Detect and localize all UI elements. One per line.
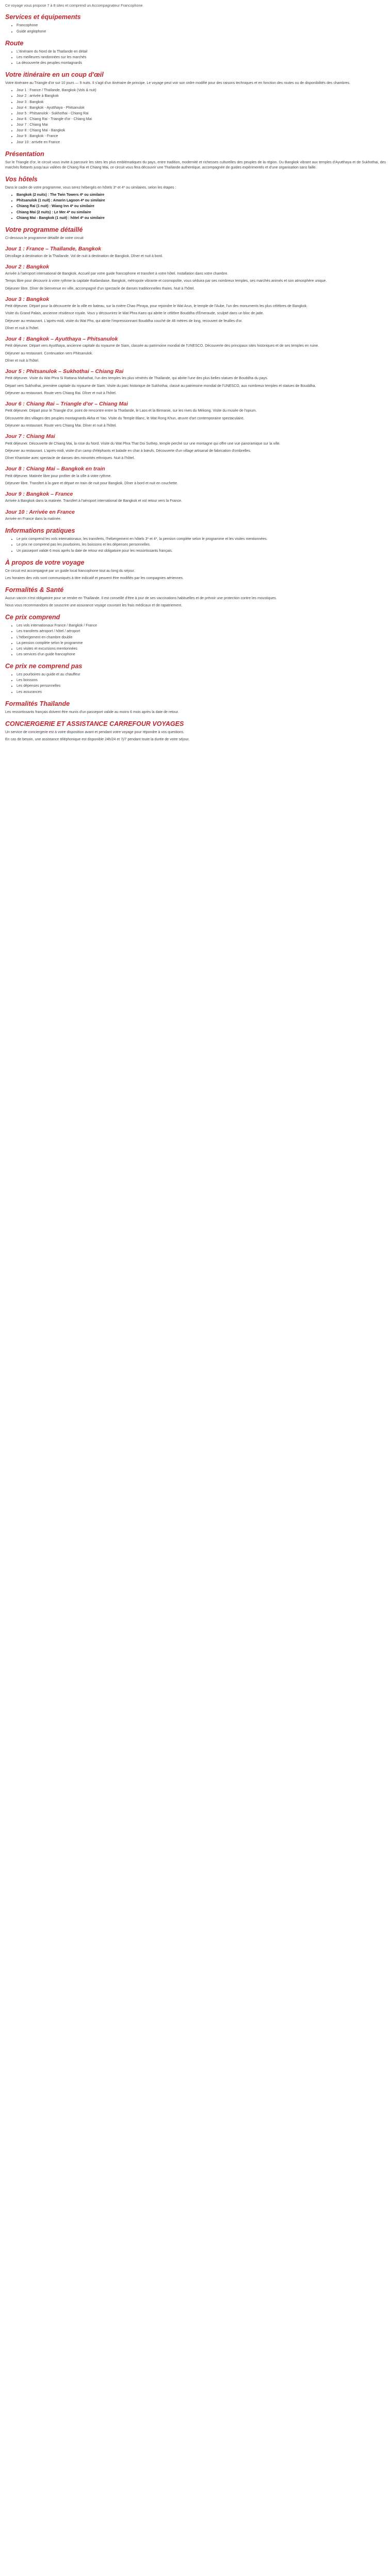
practical-heading: Informations pratiques — [5, 527, 75, 535]
page — [0, 0, 391, 757]
day-heading: Jour 1 : France – Thaïlande, Bangkok — [5, 245, 102, 252]
day-heading: Jour 4 : Bangkok – Ayutthaya – Phitsanulok — [5, 335, 118, 342]
intro-text: Ce voyage vous propose 7 à 8 sites et comprend un Accompagnateur Francophone — [5, 3, 143, 8]
route-item: • L'itinéraire du Nord de la Thaïlande en détail — [17, 49, 386, 55]
day-paragraph: Dîner et nuit à l'hôtel. — [5, 326, 39, 330]
day-heading: Jour 8 : Chiang Mai – Bangkok en train — [5, 465, 105, 472]
services-list — [5, 23, 386, 34]
day-paragraph: Dîner et nuit à l'hôtel. — [5, 359, 39, 363]
program-days — [5, 246, 386, 522]
practical-item: • Un passeport valide 6 mois après la date de retour est obligatoire pour les ressortissants français. — [17, 549, 386, 554]
hotels-intro: Dans le cadre de votre programme, vous serez hébergés en hôtels 3* et 4* ou similaires, selon les étapes : — [5, 185, 176, 190]
about-text: Les horaires des vols sont communiqués à titre indicatif et peuvent être modifiés par les compagnies aériennes. — [5, 576, 184, 580]
day-paragraph: Petit déjeuner. Départ pour le Triangle d'or, point de rencontre entre la Thaïlande, le Laos et la Birmanie, sur les rives du Mékong. Visite du musée de l'opium. — [5, 409, 257, 413]
excluded-heading: Ce prix ne comprend pas — [5, 663, 83, 670]
day-heading: Jour 6 : Chiang Rai – Triangle d'or – Chiang Mai — [5, 400, 128, 407]
included-list — [5, 623, 386, 657]
day-paragraph: Petit déjeuner. Découverte de Chiang Mai, la rose du Nord. Visite du Wat Phra That Doi Suthep, temple perché sur une montagne qui offre une vue panoramique sur la ville. — [5, 442, 281, 446]
itinerary-intro: Votre itinéraire au Triangle d'or sur 10 jours — 9 nuits. Il s'agit d'un itinéraire de principe. Le voyage peut voir son ordre modifié pour des raisons techniques et en fonction des routes ou de disponibilités des chambres. — [5, 81, 350, 86]
about-text: Ce circuit est accompagné par un guide local francophone tout au long du séjour. — [5, 569, 135, 573]
presentation-heading: Présentation — [5, 150, 44, 158]
overview-item: • Jour 6 : Chiang Rai - Triangle d'or - Chiang Mai — [17, 117, 386, 122]
overview-item: • Jour 2 : arrivée à Bangkok — [17, 94, 386, 99]
day-paragraph: Déjeuner au restaurant. Route vers Chiang Rai. Dîner et nuit à l'hôtel. — [5, 391, 117, 395]
overview-item: • Jour 8 : Chiang Mai - Bangkok — [17, 128, 386, 133]
itinerary-heading: Votre itinéraire en un coup d'œil — [5, 71, 104, 79]
overview-item: • Jour 3 : Bangkok — [17, 100, 386, 105]
included-item: • L'hébergement en chambre double — [17, 635, 386, 640]
day-paragraph: Découverte des villages des peuples montagnards Akha et Yao. Visite du Temple Blanc, le Wat Rong Khun, œuvre d'art contemporaine spectaculaire. — [5, 416, 245, 420]
overview-item: • Jour 7 : Chiang Mai — [17, 123, 386, 128]
formalities-heading: Formalités & Santé — [5, 586, 64, 594]
day-paragraph: Déjeuner au restaurant. Continuation vers Phitsanulok. — [5, 351, 93, 355]
included-item: • Les visites et excursions mentionnées — [17, 647, 386, 652]
day-paragraph: Déjeuner libre. Dîner de bienvenue en ville, accompagné d'un spectacle de danses traditionnelles thaïes. Nuit à l'hôtel. — [5, 286, 195, 291]
excluded-item: • Les dépenses personnelles — [17, 684, 386, 689]
about-heading: À propos de votre voyage — [5, 558, 85, 566]
program-intro: Ci-dessous le programme détaillé de votre circuit — [5, 236, 84, 240]
terms-text: Les ressortissants français doivent être munis d'un passeport valide au moins 6 mois après la date de retour. — [5, 710, 179, 714]
presentation-text: Sur le Triangle d'or, le circuit vous invite à parcourir les sites les plus emblématiques du pays, entre tradition, modernité et richesses culturelles des peuples de la région. Du Bangkok vibrant aux temples d'Ayutthaya et de Sukhothai, des marchés flottants jusqu'aux vallées de Chiang Rai et Chiang Mai, ce circuit vous fera découvrir une Thaïlande authentique, accompagnée de guides expérimentés et d'une organisation sans faille. — [5, 160, 386, 170]
day-paragraph: Déjeuner libre. Transfert à la gare et départ en train de nuit pour Bangkok. Dîner à bord et nuit en couchette. — [5, 481, 178, 485]
day-paragraph: Déjeuner au restaurant. Route vers Chiang Mai. Dîner et nuit à l'hôtel. — [5, 423, 117, 428]
overview-item: • Jour 4 : Bangkok - Ayutthaya - Phitsanulok — [17, 106, 386, 111]
route-heading: Route — [5, 39, 24, 47]
conditions-text: Un service de conciergerie est à votre disposition avant et pendant votre voyage pour répondre à vos questions. — [5, 730, 185, 734]
included-item: • Les vols internationaux France / Bangkok / France — [17, 623, 386, 629]
hotel-item: • Chiang Rai (1 nuit) : Wiang Inn 4* ou similaire — [17, 204, 386, 209]
hotels-list — [5, 193, 386, 221]
day-paragraph: Déjeuner au restaurant. L'après-midi, visite du Wat Pho, qui abrite l'impressionnant Bouddha couché de 46 mètres de long, recouvert de feuilles d'or. — [5, 319, 243, 323]
hotel-item: • Bangkok (2 nuits) : The Twin Towers 4* ou similaire — [17, 193, 386, 198]
hotel-item: • Phitsanulok (1 nuit) : Amarin Lagoon 4* ou similaire — [17, 198, 386, 204]
practical-item: • Le prix comprend les vols internationaux, les transferts, l'hébergement en hôtels 3* et 4*, la pension complète selon le programme et les visites mentionnées. — [17, 537, 386, 542]
day-paragraph: Dîner Khantoke avec spectacle de danses des minorités ethniques. Nuit à l'hôtel. — [5, 456, 135, 460]
day-heading: Jour 5 : Phitsanulok – Sukhothai – Chiang Rai — [5, 368, 124, 375]
included-item: • Les transferts aéroport / hôtel / aéroport — [17, 629, 386, 634]
formalities-text: Nous vous recommandons de souscrire une assurance voyage couvrant les frais médicaux et de rapatriement. — [5, 604, 183, 608]
excluded-item: • Les assurances — [17, 690, 386, 695]
day-heading: Jour 9 : Bangkok – France — [5, 490, 73, 497]
program-heading: Votre programme détaillé — [5, 226, 83, 233]
overview-item: • Jour 5 : Phitsanulok - Sukhothai - Chiang Rai — [17, 111, 386, 116]
overview-item: • Jour 10 : arrivée en France — [17, 140, 386, 145]
day-heading: Jour 10 : Arrivée en France — [5, 509, 75, 515]
overview-list — [5, 88, 386, 145]
day-paragraph: Décollage à destination de la Thaïlande. Vol de nuit à destination de Bangkok. Dîner et nuit à bord. — [5, 254, 163, 258]
formalities-text: Aucun vaccin n'est obligatoire pour se rendre en Thaïlande. Il est conseillé d'être à jour de ses vaccinations habituelles et de prévoir une protection contre les moustiques. — [5, 596, 277, 600]
hotels-heading: Vos hôtels — [5, 175, 38, 183]
overview-item: • Jour 1 : France / Thaïlande, Bangkok (Vols & nuit) — [17, 88, 386, 93]
excluded-item: • Les pourboires au guide et au chauffeur — [17, 672, 386, 677]
day-heading: Jour 7 : Chiang Mai — [5, 433, 55, 439]
terms-heading: Formalités Thaïlande — [5, 700, 70, 707]
conditions-text: En cas de besoin, une assistance téléphonique est disponible 24h/24 et 7j/7 pendant toute la durée de votre séjour. — [5, 737, 190, 741]
conditions-heading: CONCIERGERIE ET ASSISTANCE CARREFOUR VOYAGES — [5, 720, 184, 727]
day-paragraph: Petit déjeuner. Départ pour la découverte de la ville en bateau, sur la rivière Chao Phraya, pour rejoindre le Wat Arun, le temple de l'Aube, l'un des monuments les plus célèbres de Bangkok. — [5, 304, 308, 309]
day-paragraph: Arrivée en France dans la matinée. — [5, 517, 61, 521]
route-item: • Les meilleures randonnées sur les marchés — [17, 55, 386, 60]
day-paragraph: Petit déjeuner. Départ vers Ayutthaya, ancienne capitale du royaume de Siam, classée au patrimoine mondial de l'UNESCO. Découverte des principaux sites historiques et de ses temples en ruine. — [5, 344, 319, 348]
included-heading: Ce prix comprend — [5, 614, 60, 621]
route-item: • La découverte des peuples montagnards — [17, 61, 386, 66]
excluded-list — [5, 672, 386, 695]
practical-item: • Le prix ne comprend pas les pourboires, les boissons et les dépenses personnelles. — [17, 543, 386, 548]
services-heading: Services et équipements — [5, 13, 81, 21]
day-paragraph: Départ vers Sukhothai, première capitale du royaume de Siam. Visite du parc historique de Sukhothai, classé au patrimoine mondial de l'UNESCO, aux nombreux temples et statues de Bouddha. — [5, 384, 316, 388]
services-item: • Francophone — [17, 23, 386, 28]
included-item: • La pension complète selon le programme — [17, 641, 386, 646]
services-item: • Guide anglophone — [17, 29, 386, 35]
day-paragraph: Visite du Grand Palais, ancienne résidence royale. Vous y découvrirez le Wat Phra Kaeo qui abrite le célèbre Bouddha d'Émeraude, sculpté dans un bloc de jade. — [5, 312, 264, 316]
practical-list — [5, 537, 386, 553]
day-paragraph: Temps libre pour découvrir à votre rythme la capitale thaïlandaise. Bangkok, métropole vibrante et cosmopolite, vous séduira par ses nombreux temples, ses marchés animés et son atmosphère unique. — [5, 279, 327, 283]
overview-item: • Jour 9 : Bangkok - France — [17, 134, 386, 139]
hotel-item: • Chiang Mai (2 nuits) : Le Mer 4* ou similaire — [17, 210, 386, 215]
day-paragraph: Petit déjeuner. Matinée libre pour profiter de la ville à votre rythme. — [5, 474, 112, 478]
hotel-item: • Chiang Mai - Bangkok (1 nuit) : hôtel 4* ou similaire — [17, 216, 386, 221]
included-item: • Les services d'un guide francophone — [17, 652, 386, 657]
day-heading: Jour 3 : Bangkok — [5, 296, 50, 302]
day-heading: Jour 2 : Bangkok — [5, 263, 50, 270]
day-paragraph: Petit déjeuner. Visite du Wat Phra Si Rattana Mahathat, l'un des temples les plus vénérés de Thaïlande, qui abrite l'une des plus belles statues de Bouddha du pays. — [5, 377, 268, 381]
day-paragraph: Arrivée à l'aéroport international de Bangkok. Accueil par votre guide francophone et transfert à votre hôtel. Installation dans votre chambre. — [5, 272, 229, 276]
day-paragraph: Arrivée à Bangkok dans la matinée. Transfert à l'aéroport international de Bangkok et vol retour vers la France. — [5, 499, 182, 503]
day-paragraph: Déjeuner au restaurant. L'après-midi, visite d'un camp d'éléphants et balade en char à bœufs. Découverte d'un village artisanal de fabrication d'ombrelles. — [5, 449, 251, 453]
excluded-item: • Les boissons — [17, 678, 386, 683]
route-list — [5, 49, 386, 66]
